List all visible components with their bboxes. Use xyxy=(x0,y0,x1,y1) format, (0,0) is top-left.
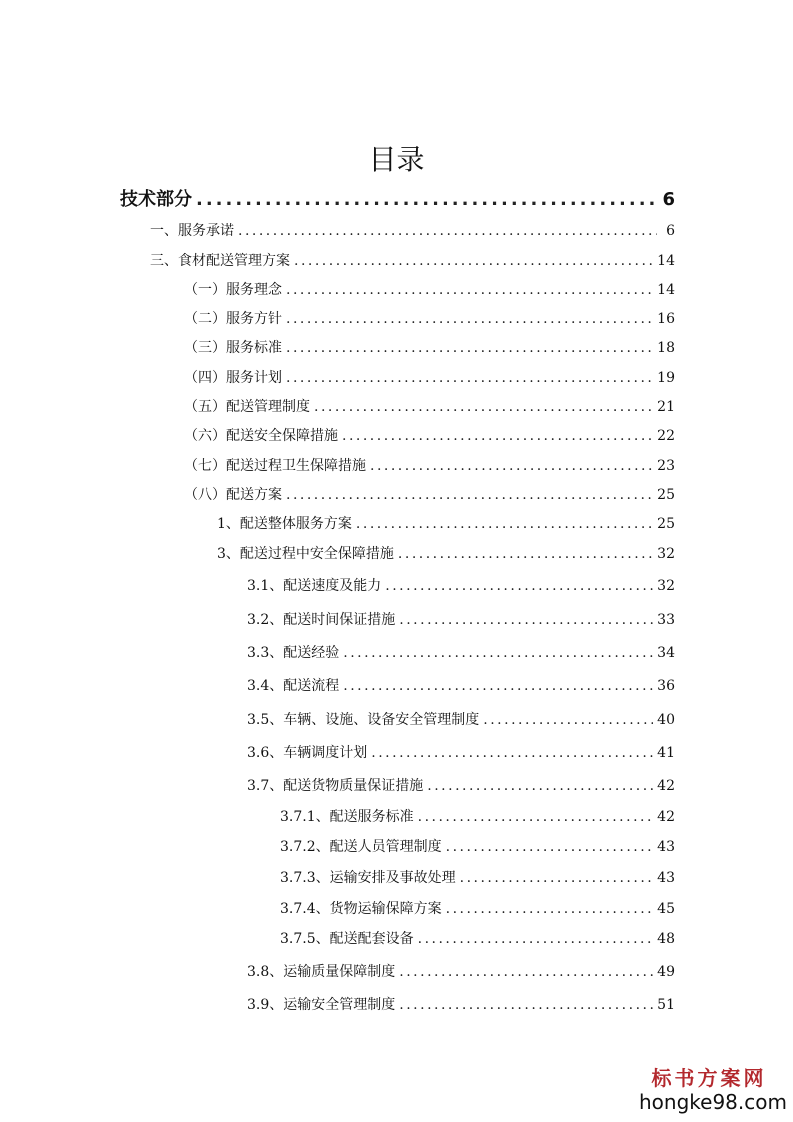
dot-leader xyxy=(286,337,653,359)
toc-entry-page: 21 xyxy=(657,399,675,415)
toc-entry[interactable] xyxy=(247,609,675,631)
dot-leader xyxy=(286,484,653,506)
toc-entry[interactable] xyxy=(217,513,675,535)
toc-entry-label: 3.8、运输质量保障制度 xyxy=(247,964,396,980)
toc-entry-label: 3.7.5、配送配套设备 xyxy=(280,931,414,947)
toc-entry-label: （五）配送管理制度 xyxy=(184,399,310,415)
toc-entry-label: 3.7.4、货物运输保障方案 xyxy=(280,901,442,917)
dot-leader xyxy=(356,513,653,535)
toc-entry-label: 一、服务承诺 xyxy=(150,223,234,239)
toc-entry-label: 3.7.2、配送人员管理制度 xyxy=(280,839,442,855)
toc-entry[interactable] xyxy=(120,187,675,213)
toc-entry-page: 45 xyxy=(657,901,675,917)
toc-entry-page: 41 xyxy=(657,745,675,761)
toc-entry-page: 6 xyxy=(662,189,675,210)
toc-entry-page: 6 xyxy=(666,223,675,239)
toc-entry[interactable] xyxy=(184,425,675,447)
dot-leader xyxy=(398,543,653,565)
toc-entry-label: 三、食材配送管理方案 xyxy=(150,253,290,269)
toc-entry[interactable] xyxy=(247,994,675,1016)
toc-entry-page: 32 xyxy=(657,546,675,562)
toc-entry-page: 49 xyxy=(657,964,675,980)
dot-leader xyxy=(483,709,653,731)
toc-entry-page: 36 xyxy=(657,678,675,694)
toc-entry-label: （七）配送过程卫生保障措施 xyxy=(184,458,366,474)
toc-entry-page: 40 xyxy=(657,712,675,728)
dot-leader xyxy=(446,836,654,858)
toc-entry-label: 1、配送整体服务方案 xyxy=(217,516,352,532)
toc-entry[interactable] xyxy=(150,250,675,272)
dot-leader xyxy=(238,220,657,242)
toc-entry-page: 16 xyxy=(657,311,675,327)
toc-entry-label: 3.9、运输安全管理制度 xyxy=(247,997,396,1013)
toc-entry-label: 3.7.1、配送服务标准 xyxy=(280,809,414,825)
toc-entry-page: 18 xyxy=(657,340,675,356)
toc-entry-label: （六）配送安全保障措施 xyxy=(184,428,338,444)
toc-entry[interactable] xyxy=(184,308,675,330)
toc-entry-page: 42 xyxy=(657,809,675,825)
toc-entry-label: 技术部分 xyxy=(120,189,192,210)
dot-leader xyxy=(371,742,653,764)
toc-entry-page: 43 xyxy=(657,839,675,855)
dot-leader xyxy=(314,396,653,418)
toc-entry[interactable] xyxy=(247,642,675,664)
toc-entry[interactable] xyxy=(184,396,675,418)
dot-leader xyxy=(370,455,653,477)
toc-entry[interactable] xyxy=(184,279,675,301)
dot-leader xyxy=(342,425,653,447)
dot-leader xyxy=(427,775,653,797)
toc-entry[interactable] xyxy=(280,836,675,858)
toc-entry[interactable] xyxy=(150,220,675,242)
dot-leader xyxy=(418,928,654,950)
dot-leader xyxy=(196,187,657,213)
toc-entry-page: 22 xyxy=(657,428,675,444)
toc-entry-label: （四）服务计划 xyxy=(184,370,282,386)
dot-leader xyxy=(343,642,653,664)
toc-entry-label: （三）服务标准 xyxy=(184,340,282,356)
toc-entry[interactable] xyxy=(217,543,675,565)
toc-entry-label: 3.1、配送速度及能力 xyxy=(247,578,382,594)
toc-entry-page: 19 xyxy=(657,370,675,386)
toc-entry[interactable] xyxy=(247,742,675,764)
toc-entry-page: 48 xyxy=(657,931,675,947)
toc-entry-label: 3.7.3、运输安排及事故处理 xyxy=(280,870,456,886)
toc-entry[interactable] xyxy=(247,961,675,983)
dot-leader xyxy=(286,308,653,330)
toc-entry-page: 14 xyxy=(657,282,675,298)
toc-entry[interactable] xyxy=(184,337,675,359)
toc-entry-page: 25 xyxy=(657,516,675,532)
toc-entry-label: 3.2、配送时间保证措施 xyxy=(247,612,396,628)
toc-entry-page: 34 xyxy=(657,645,675,661)
toc-entry[interactable] xyxy=(280,806,675,828)
toc-entry[interactable] xyxy=(184,455,675,477)
toc-entry[interactable] xyxy=(247,675,675,697)
dot-leader xyxy=(343,675,653,697)
toc-entry-page: 51 xyxy=(657,997,675,1013)
toc-entry-page: 32 xyxy=(657,578,675,594)
dot-leader xyxy=(446,898,654,920)
toc-entry[interactable] xyxy=(184,367,675,389)
toc-entry[interactable] xyxy=(184,484,675,506)
toc-entry-label: 3.4、配送流程 xyxy=(247,678,340,694)
watermark xyxy=(639,1066,787,1114)
toc-entry-label: 3.5、车辆、设施、设备安全管理制度 xyxy=(247,712,480,728)
toc-entry[interactable] xyxy=(247,709,675,731)
dot-leader xyxy=(286,367,653,389)
toc-entry-page: 25 xyxy=(657,487,675,503)
watermark-url: hongke98.com xyxy=(639,1090,787,1114)
dot-leader xyxy=(399,961,653,983)
toc-entry-label: 3、配送过程中安全保障措施 xyxy=(217,546,394,562)
toc-entry-page: 33 xyxy=(657,612,675,628)
toc-entry-page: 42 xyxy=(657,778,675,794)
toc-entry-label: 3.6、车辆调度计划 xyxy=(247,745,368,761)
dot-leader xyxy=(294,250,653,272)
toc-entry-page: 14 xyxy=(657,253,675,269)
toc-entry[interactable] xyxy=(280,898,675,920)
toc-entry-label: （二）服务方针 xyxy=(184,311,282,327)
dot-leader xyxy=(399,609,653,631)
toc-entry-page: 43 xyxy=(657,870,675,886)
toc-entry-label: （八）配送方案 xyxy=(184,487,282,503)
dot-leader xyxy=(286,279,653,301)
toc-entry[interactable] xyxy=(280,928,675,950)
toc-entry-label: 3.7、配送货物质量保证措施 xyxy=(247,778,424,794)
watermark-name: 标书方案网 xyxy=(651,1066,767,1090)
toc-entry[interactable] xyxy=(247,775,675,797)
toc-title: 目录 xyxy=(368,143,425,176)
dot-leader xyxy=(418,806,654,828)
toc-entry-label: 3.3、配送经验 xyxy=(247,645,340,661)
toc-entry[interactable] xyxy=(280,867,675,889)
dot-leader xyxy=(460,867,654,889)
dot-leader xyxy=(399,994,653,1016)
toc-entry-label: （一）服务理念 xyxy=(184,282,282,298)
toc-entry[interactable] xyxy=(247,575,675,597)
toc-entry-page: 23 xyxy=(657,458,675,474)
dot-leader xyxy=(385,575,653,597)
